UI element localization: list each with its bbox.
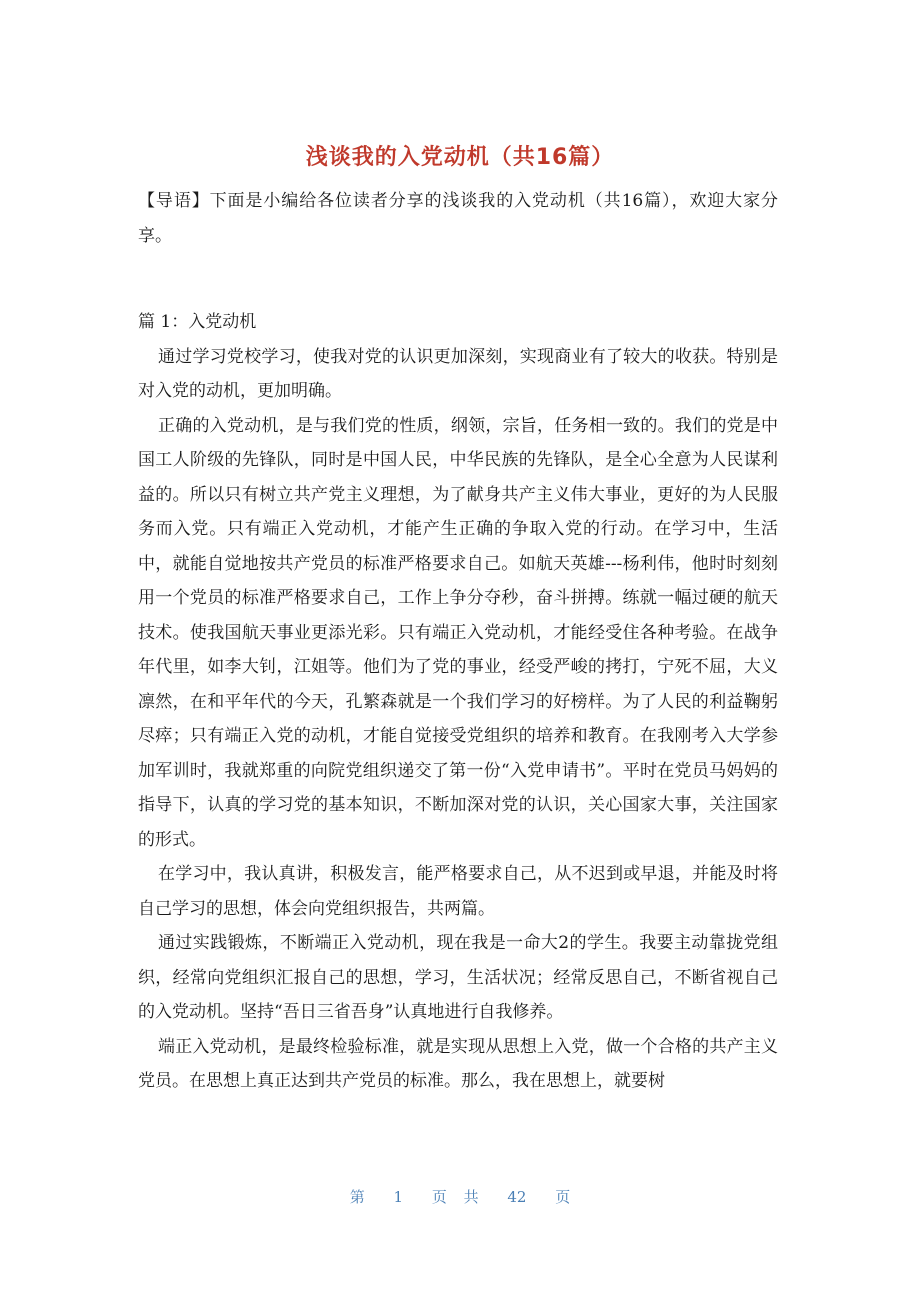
page-footer: [0, 1186, 920, 1207]
footer-label-page: 第: [349, 1188, 365, 1206]
body-paragraph: 正确的入党动机，是与我们党的性质，纲领，宗旨，任务相一致的。我们的党是中国工人阶级的先锋队，同时是中国人民，中华民族的先锋队，是全心全意为人民谋利益的。所以只有树立共产党主义理想，为了献身共产主义伟大事业，更好的为人民服务而入党。只有端正入党动机，才能产生正确的争取入党的行动。在学习中，生活中，就能自觉地按共产党员的标准严格要求自己。如航天英雄---杨利伟，他时时刻刻用一个党员的标准严格要求自己，工作上争分夺秒，奋斗拼搏。练就一幅过硬的航天技术。使我国航天事业更添光彩。只有端正入党动机，才能经受住各种考验。在战争年代里，如李大钊，江姐等。他们为了党的事业，经受严峻的拷打，宁死不屈，大义凛然，在和平年代的今天，孔繁森就是一个我们学习的好榜样。为了人民的利益鞠躬尽瘁；只有端正入党的动机，才能自觉接受党组织的培养和教育。在我刚考入大学参加军训时，我就郑重的向院党组织递交了第一份“入党申请书”。平时在党员马妈妈的指导下，认真的学习党的基本知识，不断加深对党的认识，关心国家大事，关注国家的形式。: [138, 415, 778, 850]
footer-current-page: 1: [393, 1188, 404, 1206]
footer-label-of: 页 共: [431, 1188, 479, 1206]
footer-label-end: 页: [555, 1188, 571, 1206]
footer-total-pages: 42: [507, 1188, 527, 1206]
body-paragraph: 通过实践锻炼，不断端正入党动机，现在我是一命大2的学生。我要主动靠拢党组织，经常向党组织汇报自己的思想，学习，生活状况；经常反思自己，不断省视自己的入党动机。坚持“吾日三省吾身”认真地进行自我修养。: [138, 933, 778, 1022]
document-body: [138, 184, 778, 1099]
body-paragraph: 在学习中，我认真讲，积极发言，能严格要求自己，从不迟到或早退，并能及时将自己学习的思想，体会向党组织报告，共两篇。: [138, 864, 778, 919]
document-title: 浅谈我的入党动机（共16篇）: [305, 145, 615, 170]
body-paragraph: 端正入党动机，是最终检验标准，就是实现从思想上入党，做一个合格的共产主义党员。在思想上真正达到共产党员的标准。那么，我在思想上，就要树: [138, 1036, 778, 1091]
intro-paragraph: 【导语】下面是小编给各位读者分享的浅谈我的入党动机（共16篇），欢迎大家分享。: [138, 191, 778, 246]
section-heading: 篇 1：入党动机: [138, 312, 257, 332]
body-paragraph: 通过学习党校学习，使我对党的认识更加深刻，实现商业有了较大的收获。特别是对入党的动机，更加明确。: [138, 346, 778, 401]
